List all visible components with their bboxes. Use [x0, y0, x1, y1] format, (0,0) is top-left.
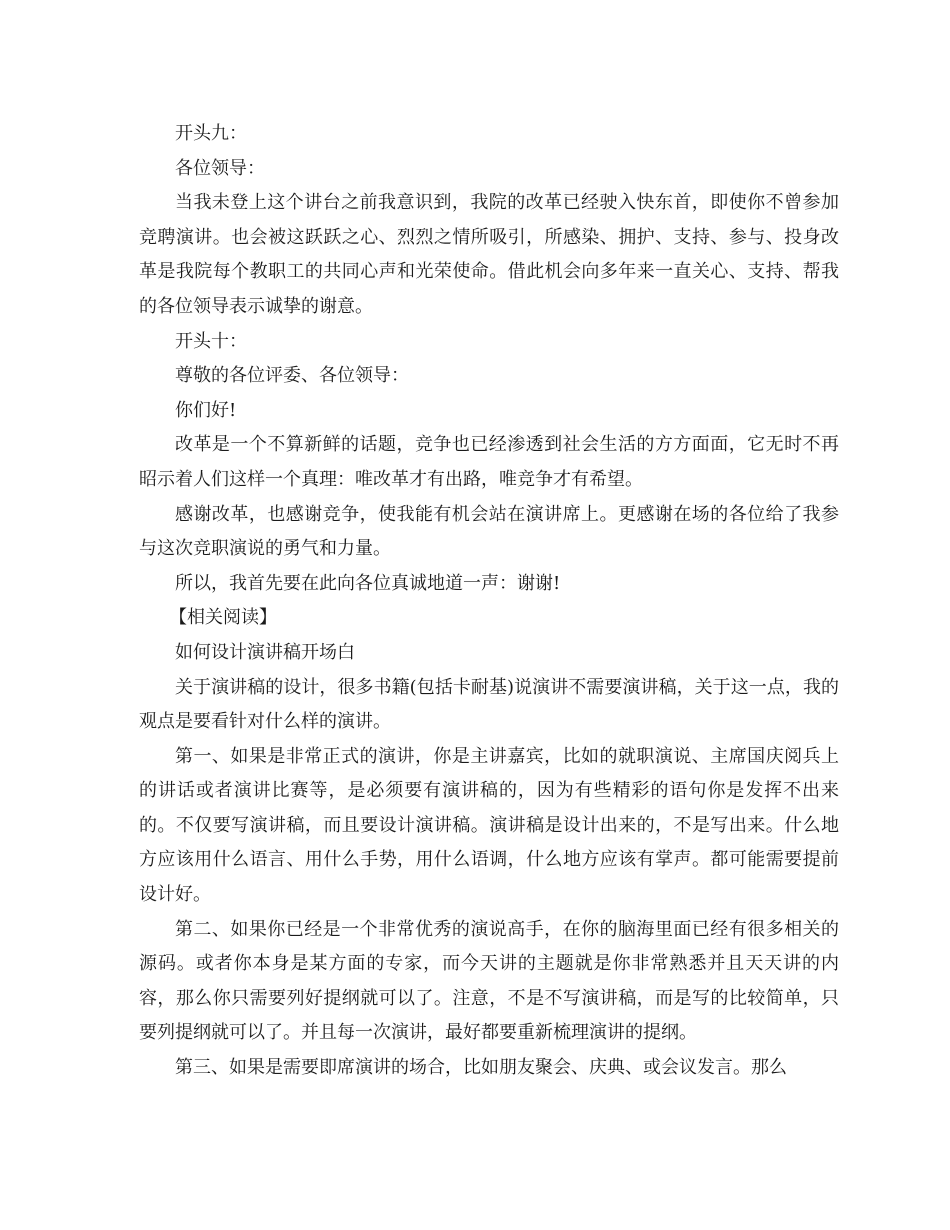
section-title: 如何设计演讲稿开场白	[175, 641, 355, 663]
greeting: 你们好!	[175, 399, 237, 421]
heading-opening-nine: 开头九：	[175, 123, 247, 144]
paragraph: 感谢改革，也感谢竞争，使我能有机会站在演讲席上。更感谢在场的各位给了我参与这次竞职演说的勇气和力量。	[139, 503, 839, 560]
paragraph: 改革是一个不算新鲜的话题，竞争也已经渗透到社会生活的方方面面，它无时不再昭示着人们这样一个真理：唯改革才有出路，唯竞争才有希望。	[139, 434, 839, 490]
paragraph: 第一、如果是非常正式的演讲，你是主讲嘉宾，比如的就职演说、主席国庆阅兵上的讲话或者演讲比赛等，是必须要有演讲稿的，因为有些精彩的语句你是发挥不出来的。不仅要写演讲稿，而且要设计演讲稿。演讲稿是设计出来的，不是写出来。什么地方应该用什么语言、用什么手势，用什么语调，什么地方应该有掌声。都可能需要提前设计好。	[139, 745, 839, 906]
heading-opening-ten: 开头十：	[175, 330, 247, 352]
salutation: 尊敬的各位评委、各位领导：	[175, 365, 409, 387]
paragraph: 第二、如果你已经是一个非常优秀的演说高手，在你的脑海里面已经有很多相关的源码。或者你本身是某方面的专家，而今天讲的主题就是你非常熟悉并且天天讲的内容，那么你只需要列好提纲就可以了。注意，不是不写演讲稿，而是写的比较简单，只要列提纲就可以了。并且每一次演讲，最好都要重新梳理演讲的提纲。	[139, 918, 839, 1044]
paragraph: 第三、如果是需要即席演讲的场合，比如朋友聚会、庆典、或会议发言。那么	[175, 1057, 787, 1079]
paragraph: 当我未登上这个讲台之前我意识到，我院的改革已经驶入快东首，即使你不曾参加竞聘演讲。也会被这跃跃之心、烈烈之情所吸引，所感染、拥护、支持、参与、投身改革是我院每个教职工的共同心声和光荣使命。借此机会向多年来一直关心、支持、帮我的各位领导表示诚挚的谢意。	[139, 192, 839, 317]
paragraph: 关于演讲稿的设计，很多书籍(包括卡耐基)说演讲不需要演讲稿，关于这一点，我的观点是要看针对什么样的演讲。	[139, 676, 839, 733]
salutation: 各位领导：	[175, 157, 265, 179]
paragraph: 所以，我首先要在此向各位真诚地道一声：谢谢!	[175, 572, 561, 594]
document-body	[139, 117, 839, 1086]
related-reading-heading: 【相关阅读】	[169, 607, 277, 629]
